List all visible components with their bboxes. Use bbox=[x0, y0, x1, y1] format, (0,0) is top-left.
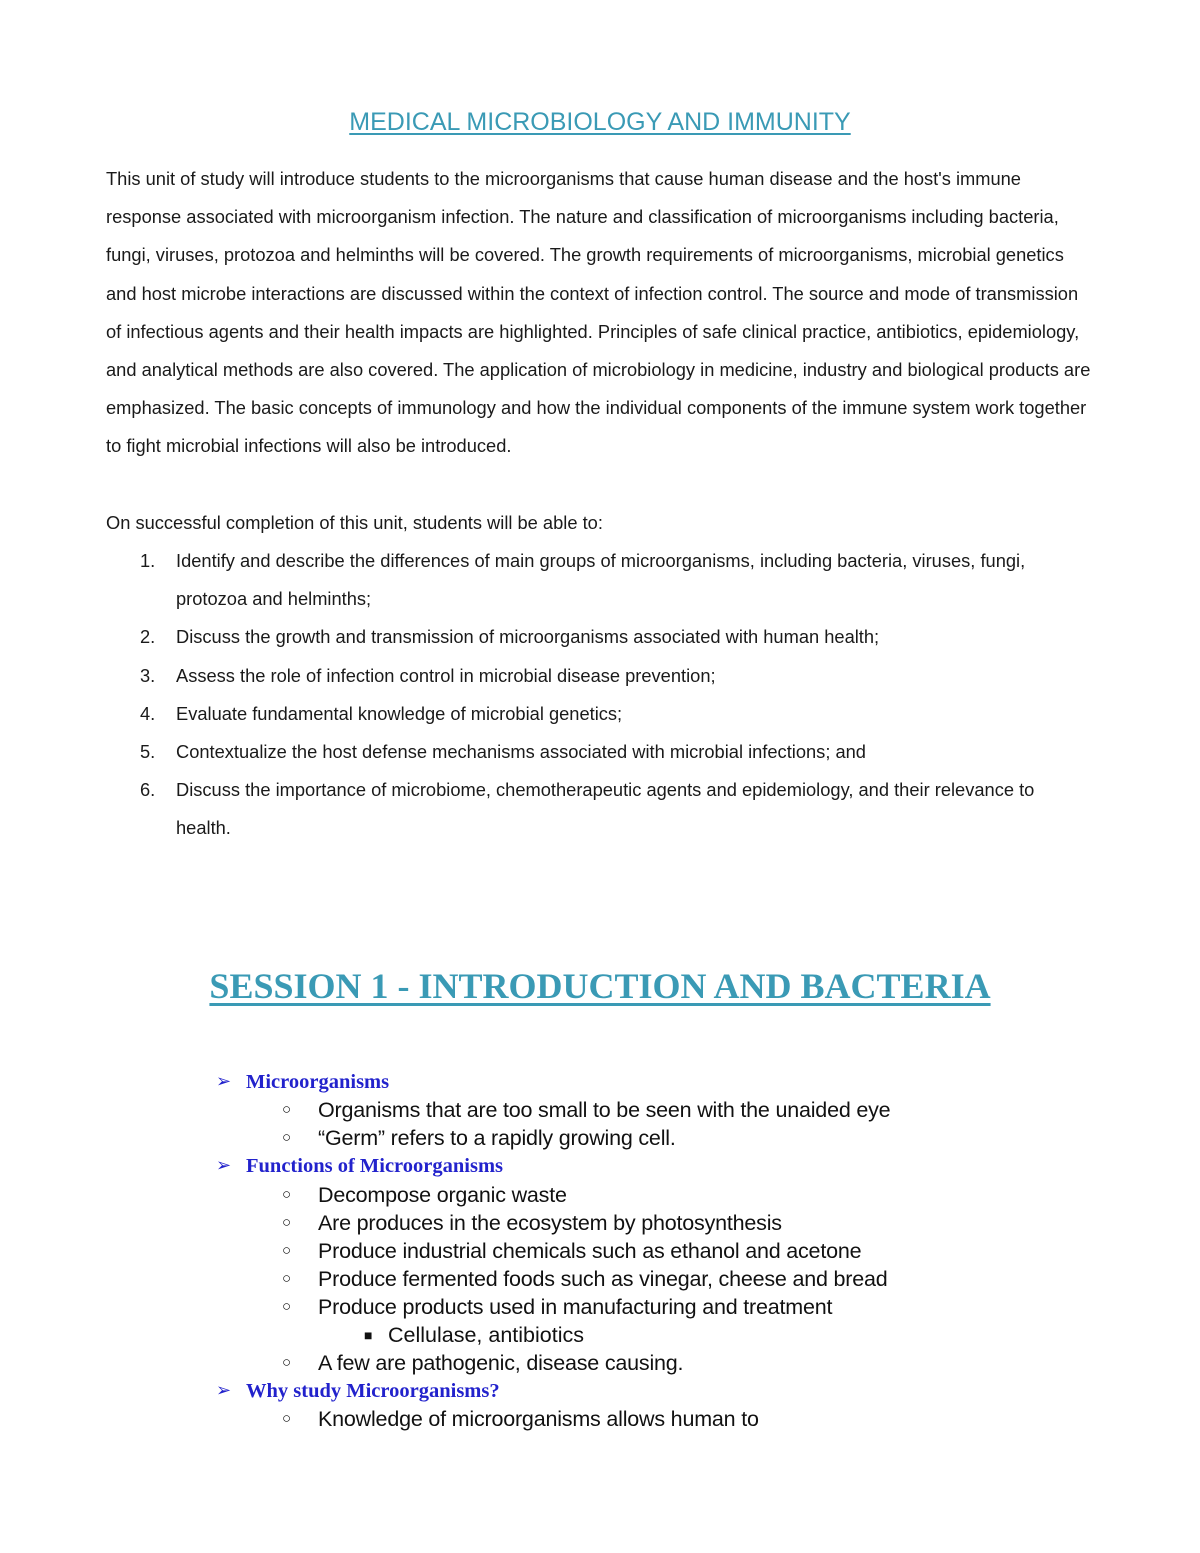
outcome-item bbox=[140, 733, 1080, 771]
outcomes-lead-text: On successful completion of this unit, students will be able to: bbox=[106, 512, 603, 533]
arrow-bullet-icon: ➢ bbox=[216, 1379, 232, 1401]
circle-bullet-icon: ○ bbox=[282, 1213, 291, 1231]
list-item bbox=[216, 1293, 1116, 1321]
list-item-text: A few are pathogenic, disease causing. bbox=[318, 1350, 684, 1375]
section-heading-label: Functions of Microorganisms bbox=[246, 1155, 504, 1178]
outcome-item bbox=[140, 542, 1080, 618]
circle-bullet-icon: ○ bbox=[282, 1101, 291, 1119]
list-item bbox=[216, 1405, 1116, 1433]
circle-bullet-icon: ○ bbox=[282, 1241, 291, 1259]
circle-bullet-icon: ○ bbox=[282, 1185, 291, 1203]
arrow-bullet-icon: ➢ bbox=[216, 1155, 232, 1177]
list-item bbox=[216, 1181, 1116, 1209]
circle-bullet-icon: ○ bbox=[282, 1409, 291, 1427]
circle-bullet-icon: ○ bbox=[282, 1129, 291, 1147]
learning-outcomes-list bbox=[140, 542, 1080, 848]
circle-bullet-icon: ○ bbox=[282, 1269, 291, 1287]
section-heading-functions bbox=[216, 1152, 1116, 1180]
outcome-number: 3. bbox=[140, 664, 156, 686]
section-heading-label: Microorganisms bbox=[246, 1071, 390, 1093]
outcome-text: Evaluate fundamental knowledge of microbial genetics; bbox=[176, 702, 623, 724]
session-notes bbox=[216, 1068, 1116, 1433]
list-item bbox=[216, 1124, 1116, 1152]
list-item-text: Produce products used in manufacturing and treatment bbox=[318, 1294, 833, 1319]
list-item-text: Are produces in the ecosystem by photosynthesis bbox=[318, 1210, 782, 1235]
list-item-text: Knowledge of microorganisms allows human to bbox=[318, 1406, 759, 1431]
list-item-text: Produce industrial chemicals such as ethanol and acetone bbox=[318, 1238, 862, 1263]
list-item bbox=[216, 1237, 1116, 1265]
list-item-text: Decompose organic waste bbox=[318, 1182, 567, 1207]
list-item-text: Cellulase, antibiotics bbox=[388, 1322, 584, 1347]
outcome-number: 1. bbox=[140, 550, 156, 571]
list-item bbox=[216, 1349, 1116, 1377]
outcome-item bbox=[140, 695, 1080, 733]
list-item-text: Produce fermented foods such as vinegar, cheese and bread bbox=[318, 1266, 888, 1291]
outcome-text: Discuss the importance of microbiome, chemotherapeutic agents and epidemiology, and their relevance to health. bbox=[176, 779, 1035, 839]
outcome-number: 2. bbox=[140, 626, 156, 648]
outcome-item bbox=[140, 657, 1080, 695]
circle-bullet-icon: ○ bbox=[282, 1353, 291, 1371]
list-item bbox=[216, 1096, 1116, 1124]
arrow-bullet-icon: ➢ bbox=[216, 1071, 232, 1092]
outcome-item bbox=[140, 618, 1080, 656]
list-item bbox=[216, 1265, 1116, 1293]
document-title: MEDICAL MICROBIOLOGY AND IMMUNITY bbox=[349, 108, 851, 136]
session-title: SESSION 1 - INTRODUCTION AND BACTERIA bbox=[209, 966, 991, 1006]
outcome-item bbox=[140, 771, 1080, 847]
section-heading-microorganisms bbox=[216, 1068, 1116, 1096]
outcome-text: Contextualize the host defense mechanisms associated with microbial infections; and bbox=[176, 741, 866, 763]
circle-bullet-icon: ○ bbox=[282, 1297, 291, 1315]
section-heading-why-study bbox=[216, 1377, 1116, 1405]
section-heading-label: Why study Microorganisms? bbox=[246, 1379, 500, 1402]
intro-paragraph: This unit of study will introduce students to the microorganisms that cause human disease and the host's immune response associated with microorganism infection. The nature and classification of microorganisms including bacteria, fungi, viruses, protozoa and helminths will be covered. The growth requirements of microorganisms, microbial genetics and host microbe interactions are discussed within the context of infection control. The source and mode of transmission of infectious agents and their health impacts are highlighted. Principles of safe clinical practice, antibiotics, epidemiology, and analytical methods are also covered. The application of microbiology in medicine, industry and biological products are emphasized. The basic concepts of immunology and how the individual components of the immune system work together to fight microbial infections will also be introduced. bbox=[106, 168, 1091, 457]
outcome-text: Identify and describe the differences of main groups of microorganisms, including bacteria, viruses, fungi, protozoa and helminths; bbox=[176, 550, 1026, 610]
outcome-number: 5. bbox=[140, 741, 156, 763]
list-item-text: “Germ” refers to a rapidly growing cell. bbox=[318, 1126, 676, 1151]
outcome-text: Discuss the growth and transmission of microorganisms associated with human health; bbox=[176, 626, 880, 648]
list-item-text: Organisms that are too small to be seen with the unaided eye bbox=[318, 1098, 891, 1123]
sub-list-item bbox=[216, 1321, 1116, 1349]
outcome-text: Assess the role of infection control in microbial disease prevention; bbox=[176, 664, 716, 686]
outcome-number: 4. bbox=[140, 702, 156, 724]
outcome-number: 6. bbox=[140, 779, 156, 801]
square-bullet-icon: ■ bbox=[364, 1326, 373, 1343]
list-item bbox=[216, 1209, 1116, 1237]
